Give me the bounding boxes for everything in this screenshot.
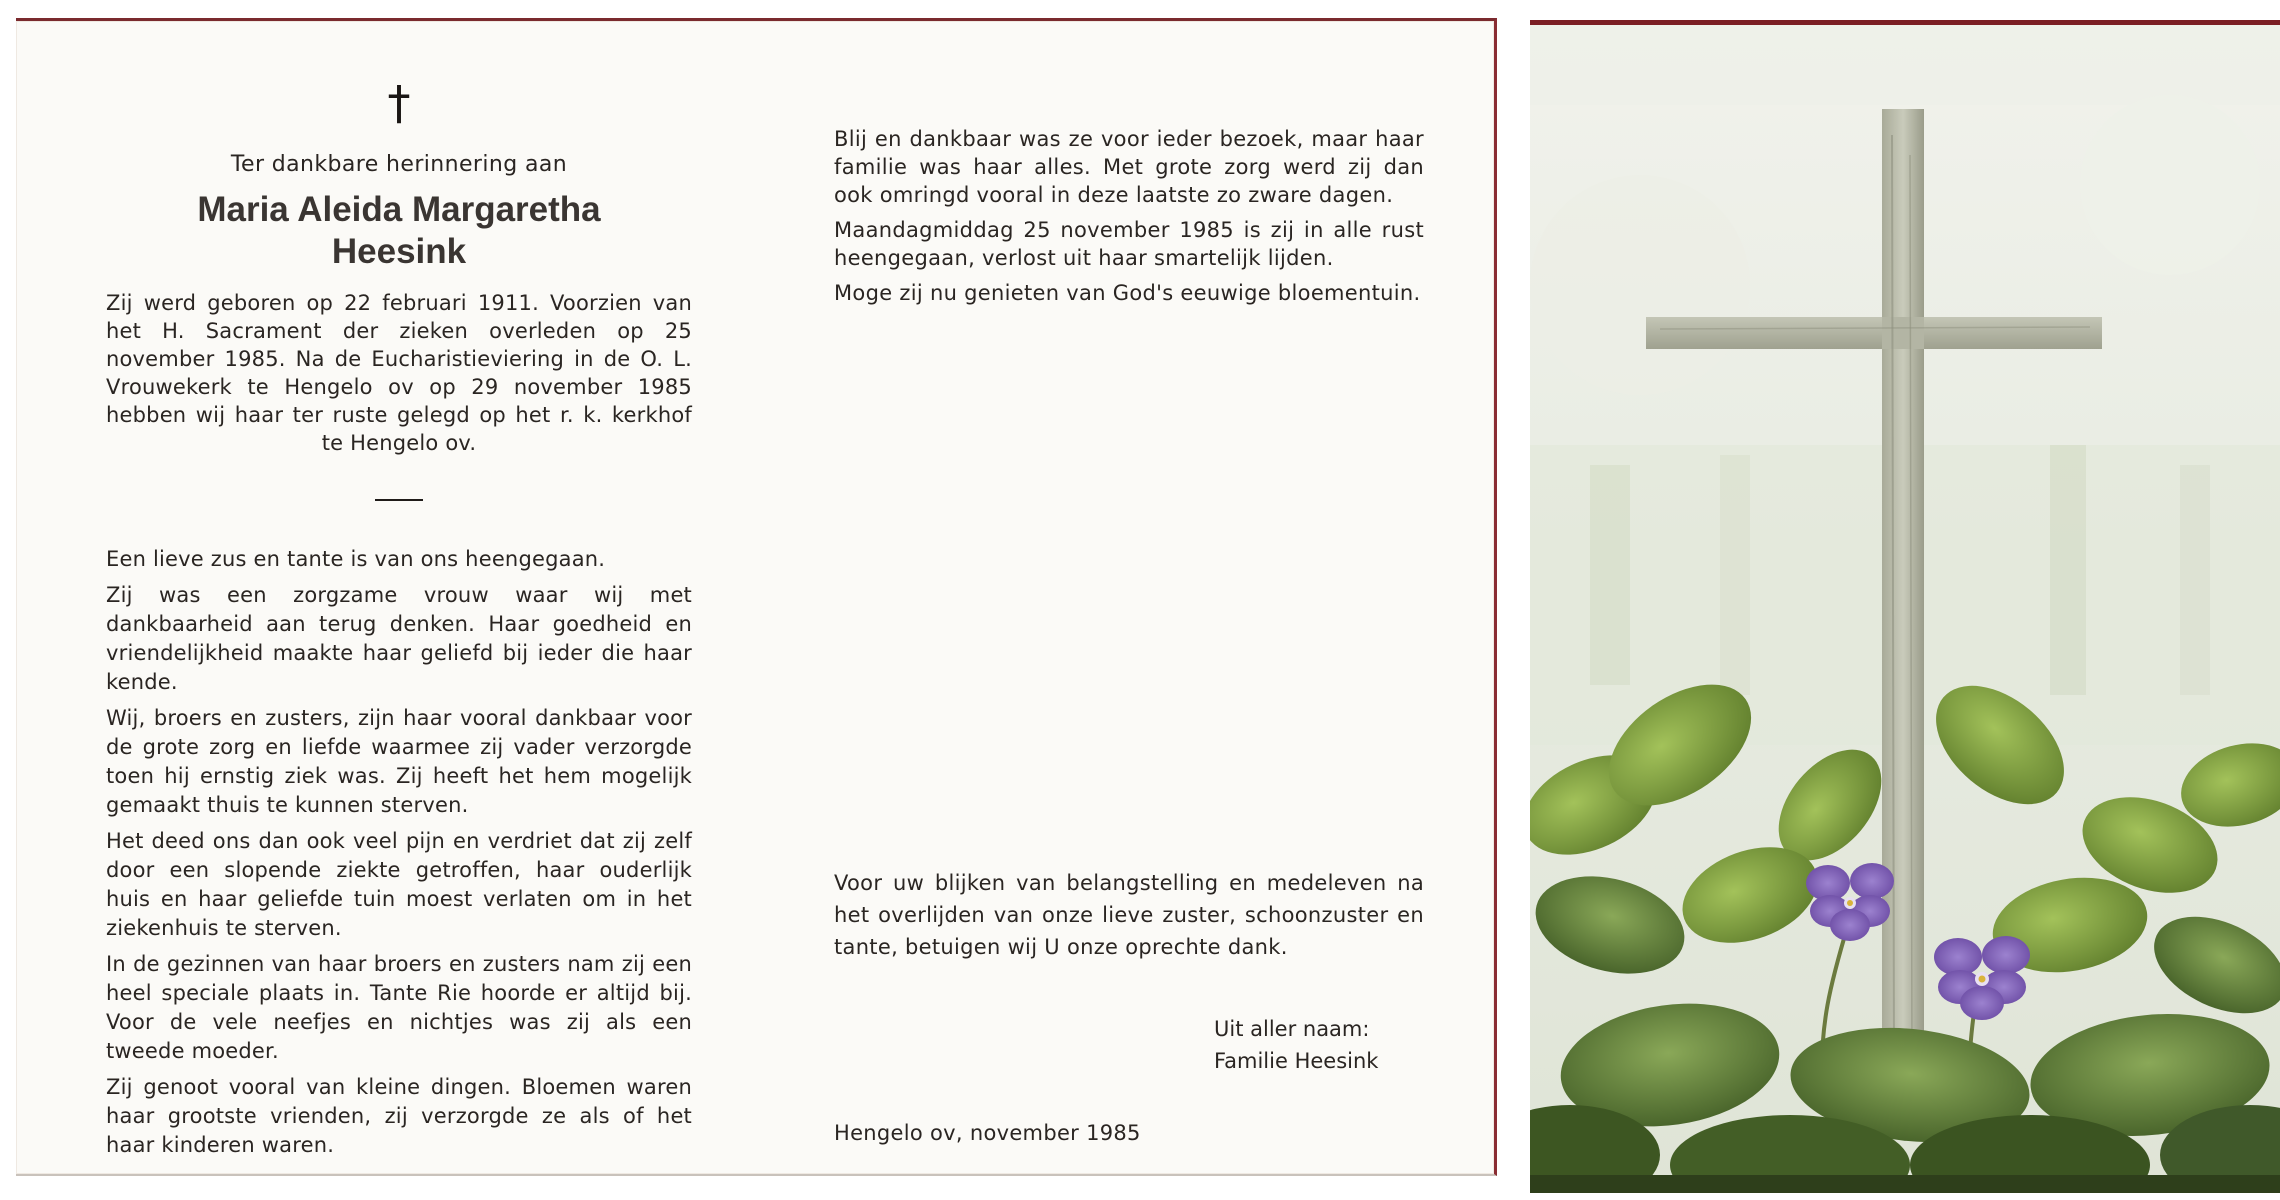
paragraph: Zij was een zorgzame vrouw waar wij met dankbaarheid aan terug denken. Haar goedheid en vriendelijkheid maakte haar geliefd bij ieder die haar kende.	[106, 583, 692, 694]
intro-line: Ter dankbare herinnering aan	[230, 152, 568, 177]
biography-text: Zij werd geboren op 22 februari 1911. Voorzien van het H. Sacrament der zieken overleden op 25 november 1985. Na de Eucharistieviering in de O. L. Vrouwekerk te Hengelo ov op 29 november 1985 hebben wij haar ter ruste gelegd op het r. k. kerkhof te Hengelo ov.	[106, 291, 692, 455]
deceased-name-last: Heesink	[331, 232, 467, 271]
paragraph: Moge zij nu genieten van God's eeuwige bloementuin.	[834, 281, 1421, 305]
cross-icon: †	[387, 76, 411, 130]
signoff	[1214, 1013, 1454, 1077]
divider	[375, 499, 423, 501]
signoff-line: Uit aller naam:	[1214, 1017, 1370, 1041]
paragraph: In de gezinnen van haar broers en zusters nam zij een heel speciale plaats in. Tante Rie hoorde er altijd bij. Voor de vele neefjes en nichtjes was zij als een tweede moeder.	[106, 952, 692, 1063]
card-inner-spread	[16, 18, 1497, 1176]
thanks-text: Voor uw blijken van belangstelling en medeleven na het overlijden van onze lieve zuster, schoonzuster en tante, betuigen wij U onze oprechte dank.	[834, 871, 1424, 959]
paragraph: Maandagmiddag 25 november 1985 is zij in alle rust heengegaan, verlost uit haar smartelijk lijden.	[834, 218, 1424, 270]
paragraph: Zij genoot vooral van kleine dingen. Bloemen waren haar grootste vrienden, zij verzorgde ze als of het haar kinderen waren.	[106, 1075, 692, 1157]
signoff-family: Familie Heesink	[1214, 1049, 1379, 1073]
place-date: Hengelo ov, november 1985	[834, 1121, 1141, 1145]
cross-violets-photo	[1530, 20, 2280, 1193]
deceased-name-first: Maria Aleida Margaretha	[197, 190, 601, 229]
paragraph: Blij en dankbaar was ze voor ieder bezoek, maar haar familie was haar alles. Met grote zorg werd zij dan ook omringd vooral in deze laatste zo zware dagen.	[834, 127, 1424, 207]
right-column	[834, 125, 1424, 314]
photo-illustration	[1530, 25, 2280, 1193]
paragraph: Het deed ons dan ook veel pijn en verdriet dat zij zelf door een slopende ziekte getroffen, haar ouderlijk huis en haar geliefde tuin moest verlaten om in het ziekenhuis te sterven.	[106, 829, 692, 940]
paragraph: Een lieve zus en tante is van ons heengegaan.	[106, 547, 606, 571]
paragraph: Wij, broers en zusters, zijn haar vooral dankbaar voor de grote zorg en liefde waarmee zij vader verzorgde toen hij ernstig ziek was. Zij heeft het hem mogelijk gemaakt thuis te kunnen sterven.	[106, 706, 692, 817]
left-column	[106, 75, 692, 1167]
